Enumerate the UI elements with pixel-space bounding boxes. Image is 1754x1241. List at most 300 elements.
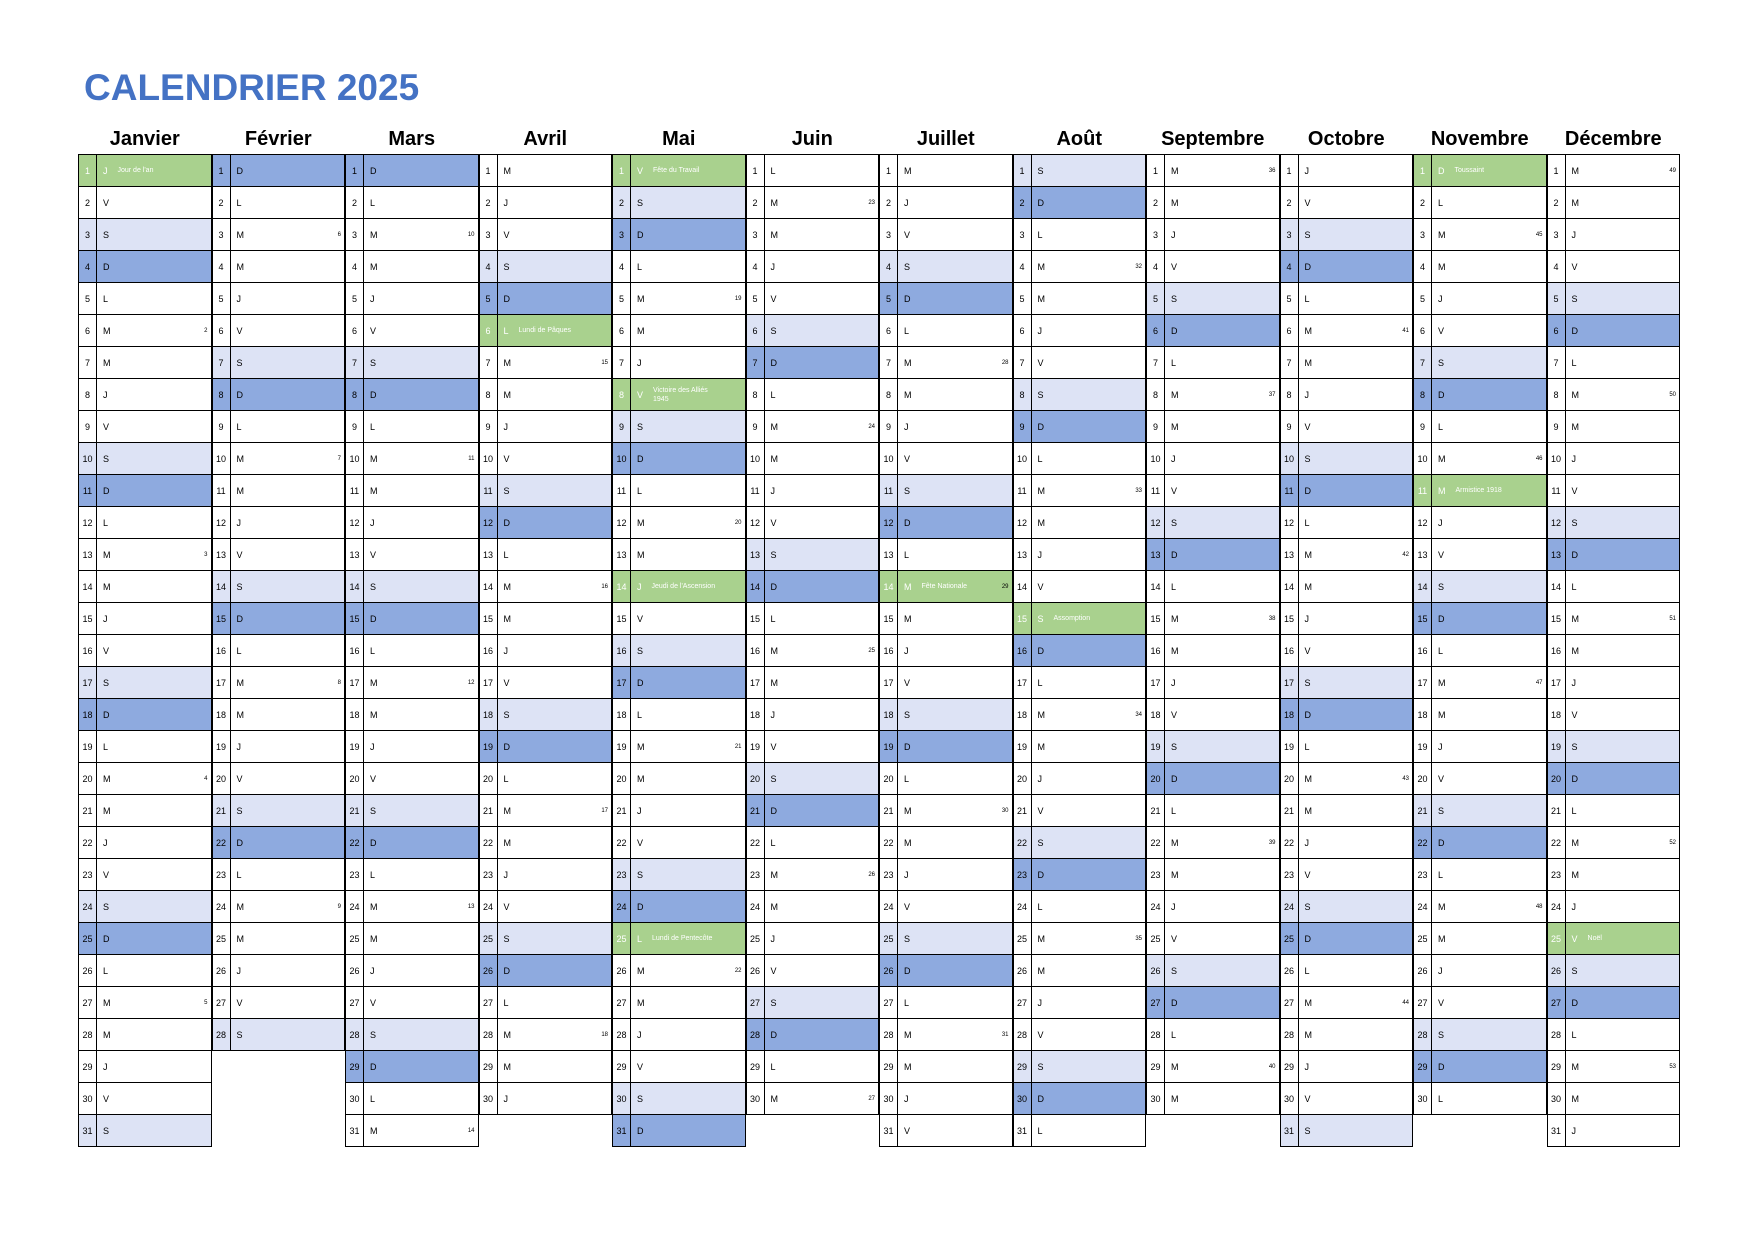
week-number: 36 [1268, 167, 1276, 174]
weekday-letter: D [236, 613, 243, 624]
holiday-label: Lundi de Pentecôte [652, 935, 713, 942]
day-cell [346, 379, 479, 411]
day-cell [1281, 443, 1414, 475]
day-cell [1414, 1051, 1547, 1083]
week-number: 2 [204, 327, 208, 334]
weekday-letter: V [1037, 1029, 1044, 1040]
weekday-letter: D [1171, 997, 1178, 1008]
day-cell [1281, 411, 1414, 443]
weekday-letter: J [637, 805, 642, 816]
weekday-letter: M [1571, 165, 1579, 176]
weekday-letter: J [503, 197, 508, 208]
weekday-letter: J [1571, 677, 1576, 688]
day-number: 10 [1281, 443, 1299, 474]
day-number: 5 [1548, 283, 1566, 314]
day-cell [1147, 283, 1280, 315]
day-cell [747, 443, 880, 475]
day-number: 19 [346, 731, 364, 762]
week-number: 11 [468, 455, 475, 462]
day-cell [213, 699, 346, 731]
day-number: 8 [346, 379, 364, 410]
weekday-letter: D [1438, 837, 1445, 848]
day-cell [1281, 283, 1414, 315]
day-cell [213, 219, 346, 251]
day-cell [79, 507, 212, 539]
weekday-letter: M [1037, 933, 1045, 944]
weekday-letter: D [370, 613, 377, 624]
day-cell [79, 923, 212, 955]
month-column [612, 124, 746, 1147]
day-cell [880, 891, 1013, 923]
day-number: 3 [1281, 219, 1299, 250]
day-number: 24 [880, 891, 898, 922]
month-column [1146, 124, 1280, 1147]
day-number: 15 [1147, 603, 1165, 634]
weekday-letter: J [503, 869, 508, 880]
day-cell [1548, 987, 1681, 1019]
day-number: 11 [346, 475, 364, 506]
month-days [1280, 154, 1414, 1147]
day-number: 16 [346, 635, 364, 666]
day-cell [747, 859, 880, 891]
weekday-letter: M [236, 901, 244, 912]
day-number: 20 [1548, 763, 1566, 794]
day-cell [346, 507, 479, 539]
day-number: 4 [346, 251, 364, 282]
day-cell [213, 411, 346, 443]
day-cell [1281, 859, 1414, 891]
day-cell [213, 603, 346, 635]
weekday-letter: S [1171, 741, 1178, 752]
day-cell [480, 347, 613, 379]
day-number: 24 [1147, 891, 1165, 922]
weekday-letter: S [236, 581, 243, 592]
weekday-letter: M [1571, 613, 1579, 624]
month-column [212, 124, 346, 1147]
day-cell [1014, 1115, 1147, 1147]
day-number: 15 [1281, 603, 1299, 634]
weekday-letter: D [236, 165, 243, 176]
day-cell [613, 763, 746, 795]
day-cell [747, 795, 880, 827]
weekday-letter: M [236, 453, 244, 464]
day-number: 26 [747, 955, 765, 986]
day-number: 28 [613, 1019, 631, 1050]
day-number: 6 [1014, 315, 1032, 346]
day-number: 16 [880, 635, 898, 666]
day-number: 7 [79, 347, 97, 378]
day-number: 9 [1414, 411, 1432, 442]
day-number: 6 [1147, 315, 1165, 346]
weekday-letter: S [770, 773, 777, 784]
day-cell [613, 347, 746, 379]
day-cell [613, 603, 746, 635]
weekday-letter: J [370, 293, 375, 304]
day-cell [480, 1051, 613, 1083]
day-cell [1414, 923, 1547, 955]
day-number: 28 [346, 1019, 364, 1050]
day-cell [79, 315, 212, 347]
weekday-letter: M [1571, 197, 1579, 208]
day-cell [1147, 955, 1280, 987]
day-cell [79, 667, 212, 699]
month-days [479, 154, 613, 1115]
weekday-letter: S [1304, 229, 1311, 240]
day-number: 19 [1548, 731, 1566, 762]
day-cell [1281, 475, 1414, 507]
day-number: 29 [880, 1051, 898, 1082]
day-cell [346, 283, 479, 315]
day-cell [1147, 411, 1280, 443]
weekday-letter: J [1438, 741, 1443, 752]
day-number: 21 [613, 795, 631, 826]
day-number: 28 [747, 1019, 765, 1050]
day-number: 16 [1548, 635, 1566, 666]
weekday-letter: M [770, 453, 778, 464]
day-cell [213, 795, 346, 827]
day-number: 6 [480, 315, 498, 346]
day-cell [346, 315, 479, 347]
weekday-letter: L [103, 741, 109, 752]
week-number: 42 [1402, 551, 1409, 558]
day-number: 16 [747, 635, 765, 666]
weekday-letter: M [236, 261, 244, 272]
weekday-letter: V [1304, 645, 1311, 656]
day-cell [480, 1083, 613, 1115]
weekday-letter: M [103, 805, 111, 816]
weekday-letter: D [1438, 1061, 1445, 1072]
day-cell [1014, 699, 1147, 731]
day-number: 22 [79, 827, 97, 858]
day-cell [480, 1019, 613, 1051]
day-number: 8 [1414, 379, 1432, 410]
day-cell [79, 699, 212, 731]
day-cell [1414, 955, 1547, 987]
day-number: 13 [1281, 539, 1299, 570]
day-cell [1414, 155, 1547, 187]
day-cell [747, 1051, 880, 1083]
day-cell [1414, 379, 1547, 411]
weekday-letter: D [904, 293, 911, 304]
weekday-letter: S [503, 485, 510, 496]
weekday-letter: V [770, 517, 777, 528]
weekday-letter: M [1304, 773, 1312, 784]
day-cell [346, 667, 479, 699]
weekday-letter: S [770, 549, 777, 560]
holiday-label: Toussaint [1454, 167, 1485, 174]
day-cell [213, 923, 346, 955]
day-number: 5 [1014, 283, 1032, 314]
weekday-letter: S [637, 869, 644, 880]
weekday-letter: M [236, 709, 244, 720]
day-cell [1548, 1083, 1681, 1115]
weekday-letter: D [1171, 773, 1178, 784]
day-cell [1281, 251, 1414, 283]
day-number: 11 [480, 475, 498, 506]
month-name: Mars [388, 128, 436, 150]
day-number: 28 [480, 1019, 498, 1050]
day-number: 27 [880, 987, 898, 1018]
weekday-letter: D [1571, 773, 1578, 784]
weekday-letter: J [1304, 1061, 1309, 1072]
day-number: 12 [79, 507, 97, 538]
day-number: 10 [213, 443, 231, 474]
day-number: 23 [1548, 859, 1566, 890]
day-cell [79, 1083, 212, 1115]
day-number: 20 [1147, 763, 1165, 794]
weekday-letter: L [236, 421, 242, 432]
day-cell [79, 411, 212, 443]
day-number: 24 [1548, 891, 1566, 922]
day-cell [213, 667, 346, 699]
weekday-letter: D [770, 1029, 777, 1040]
day-number: 22 [1147, 827, 1165, 858]
day-number: 22 [747, 827, 765, 858]
day-cell [1548, 603, 1681, 635]
week-number: 43 [1402, 775, 1409, 782]
day-cell [1414, 667, 1547, 699]
day-cell [1414, 987, 1547, 1019]
day-cell [1014, 603, 1147, 635]
weekday-letter: J [1304, 389, 1309, 400]
weekday-letter: D [637, 453, 644, 464]
weekday-letter: V [236, 997, 243, 1008]
weekday-letter: J [904, 421, 909, 432]
day-cell [613, 539, 746, 571]
day-cell [1014, 891, 1147, 923]
day-number: 25 [346, 923, 364, 954]
weekday-letter: J [1438, 293, 1443, 304]
weekday-letter: D [1571, 325, 1578, 336]
month-name: Septembre [1161, 128, 1265, 150]
weekday-letter: J [770, 485, 775, 496]
weekday-letter: L [103, 293, 109, 304]
day-cell [346, 795, 479, 827]
day-number: 16 [1281, 635, 1299, 666]
day-number: 13 [747, 539, 765, 570]
day-number: 22 [213, 827, 231, 858]
day-cell [747, 635, 880, 667]
day-number: 14 [880, 571, 898, 602]
weekday-letter: M [1304, 357, 1312, 368]
day-cell [1014, 571, 1147, 603]
day-cell [79, 635, 212, 667]
weekday-letter: D [1037, 197, 1044, 208]
week-number: 5 [204, 999, 208, 1006]
day-cell [613, 219, 746, 251]
day-number: 23 [1281, 859, 1299, 890]
day-number: 3 [346, 219, 364, 250]
day-number: 7 [880, 347, 898, 378]
day-cell [1548, 475, 1681, 507]
day-cell [346, 763, 479, 795]
weekday-letter: V [103, 197, 110, 208]
weekday-letter: S [1304, 901, 1311, 912]
weekday-letter: S [236, 357, 243, 368]
weekday-letter: M [904, 1029, 912, 1040]
day-number: 10 [1548, 443, 1566, 474]
day-cell [346, 635, 479, 667]
day-number: 4 [79, 251, 97, 282]
day-number: 10 [1147, 443, 1165, 474]
day-number: 27 [480, 987, 498, 1018]
day-number: 20 [346, 763, 364, 794]
weekday-letter: L [236, 645, 242, 656]
day-cell [1147, 251, 1280, 283]
weekday-letter: M [503, 165, 511, 176]
day-cell [1147, 219, 1280, 251]
day-cell [1147, 475, 1280, 507]
day-cell [880, 603, 1013, 635]
weekday-letter: S [1037, 1061, 1044, 1072]
week-number: 44 [1402, 999, 1409, 1006]
day-number: 9 [1147, 411, 1165, 442]
day-number: 11 [79, 475, 97, 506]
day-cell [79, 155, 212, 187]
day-number: 31 [1548, 1115, 1566, 1146]
weekday-letter: J [236, 965, 241, 976]
day-number: 26 [1548, 955, 1566, 986]
day-number: 28 [1414, 1019, 1432, 1050]
day-cell [880, 443, 1013, 475]
day-number: 17 [747, 667, 765, 698]
day-number: 23 [213, 859, 231, 890]
day-number: 22 [1548, 827, 1566, 858]
weekday-letter: M [637, 773, 645, 784]
day-number: 17 [880, 667, 898, 698]
weekday-letter: V [1037, 805, 1044, 816]
weekday-letter: M [103, 549, 111, 560]
day-cell [346, 443, 479, 475]
day-number: 7 [1414, 347, 1432, 378]
weekday-letter: M [770, 197, 778, 208]
day-cell [1281, 635, 1414, 667]
day-cell [79, 955, 212, 987]
day-number: 30 [79, 1083, 97, 1114]
day-number: 27 [1147, 987, 1165, 1018]
day-number: 15 [880, 603, 898, 634]
weekday-letter: M [103, 325, 111, 336]
day-cell [1147, 635, 1280, 667]
day-number: 30 [480, 1083, 498, 1114]
weekday-letter: L [1171, 805, 1177, 816]
day-number: 21 [1414, 795, 1432, 826]
weekday-letter: V [103, 645, 110, 656]
day-number: 9 [346, 411, 364, 442]
day-cell [1014, 155, 1147, 187]
day-number: 8 [1281, 379, 1299, 410]
day-number: 20 [880, 763, 898, 794]
weekday-letter: L [1438, 197, 1444, 208]
day-cell [747, 411, 880, 443]
day-cell [880, 859, 1013, 891]
day-number: 22 [346, 827, 364, 858]
weekday-letter: S [503, 933, 510, 944]
day-cell [480, 603, 613, 635]
day-cell [1281, 219, 1414, 251]
day-number: 21 [1548, 795, 1566, 826]
day-number: 11 [1147, 475, 1165, 506]
day-number: 9 [480, 411, 498, 442]
day-number: 27 [1014, 987, 1032, 1018]
weekday-letter: J [1571, 1125, 1576, 1136]
day-cell [1548, 827, 1681, 859]
weekday-letter: S [370, 805, 377, 816]
day-number: 15 [747, 603, 765, 634]
holiday-label: Victoire des Alliés 1945 [653, 386, 708, 403]
weekday-letter: M [904, 581, 912, 592]
day-cell [1281, 507, 1414, 539]
week-number: 51 [1669, 615, 1676, 622]
weekday-letter: D [1304, 709, 1311, 720]
day-number: 30 [747, 1083, 765, 1114]
day-number: 7 [213, 347, 231, 378]
day-number: 5 [480, 283, 498, 314]
day-cell [480, 507, 613, 539]
week-number: 31 [1001, 1031, 1009, 1038]
week-number: 27 [868, 1095, 875, 1102]
day-number: 8 [613, 379, 631, 410]
day-cell [213, 1019, 346, 1051]
day-number: 14 [1281, 571, 1299, 602]
day-cell [1414, 763, 1547, 795]
weekday-letter: M [370, 261, 378, 272]
weekday-letter: S [1171, 965, 1178, 976]
day-cell [1147, 1083, 1280, 1115]
day-cell [613, 923, 746, 955]
weekday-letter: M [1171, 421, 1179, 432]
day-number: 16 [1147, 635, 1165, 666]
weekday-letter: V [1171, 709, 1178, 720]
day-number: 10 [747, 443, 765, 474]
weekday-letter: L [770, 613, 776, 624]
day-cell [480, 443, 613, 475]
weekday-letter: D [637, 677, 644, 688]
day-number: 16 [213, 635, 231, 666]
day-cell [613, 795, 746, 827]
day-number: 2 [747, 187, 765, 218]
day-cell [346, 891, 479, 923]
day-number: 22 [880, 827, 898, 858]
day-number: 27 [213, 987, 231, 1018]
day-cell [1414, 699, 1547, 731]
week-number: 33 [1135, 487, 1142, 494]
day-cell [1147, 987, 1280, 1019]
day-number: 11 [613, 475, 631, 506]
weekday-letter: L [103, 965, 109, 976]
day-number: 7 [1281, 347, 1299, 378]
weekday-letter: S [904, 933, 911, 944]
weekday-letter: L [770, 389, 776, 400]
day-number: 13 [346, 539, 364, 570]
day-number: 8 [79, 379, 97, 410]
day-cell [1281, 667, 1414, 699]
day-cell [613, 859, 746, 891]
weekday-letter: M [370, 901, 378, 912]
day-number: 26 [1414, 955, 1432, 986]
weekday-letter: M [1571, 389, 1579, 400]
day-cell [1281, 315, 1414, 347]
day-number: 3 [1414, 219, 1432, 250]
weekday-letter: M [904, 357, 912, 368]
day-number: 14 [1548, 571, 1566, 602]
weekday-letter: S [236, 1029, 243, 1040]
day-number: 23 [1147, 859, 1165, 890]
day-cell [1548, 155, 1681, 187]
day-number: 16 [480, 635, 498, 666]
weekday-letter: J [236, 517, 241, 528]
weekday-letter: V [1171, 933, 1178, 944]
